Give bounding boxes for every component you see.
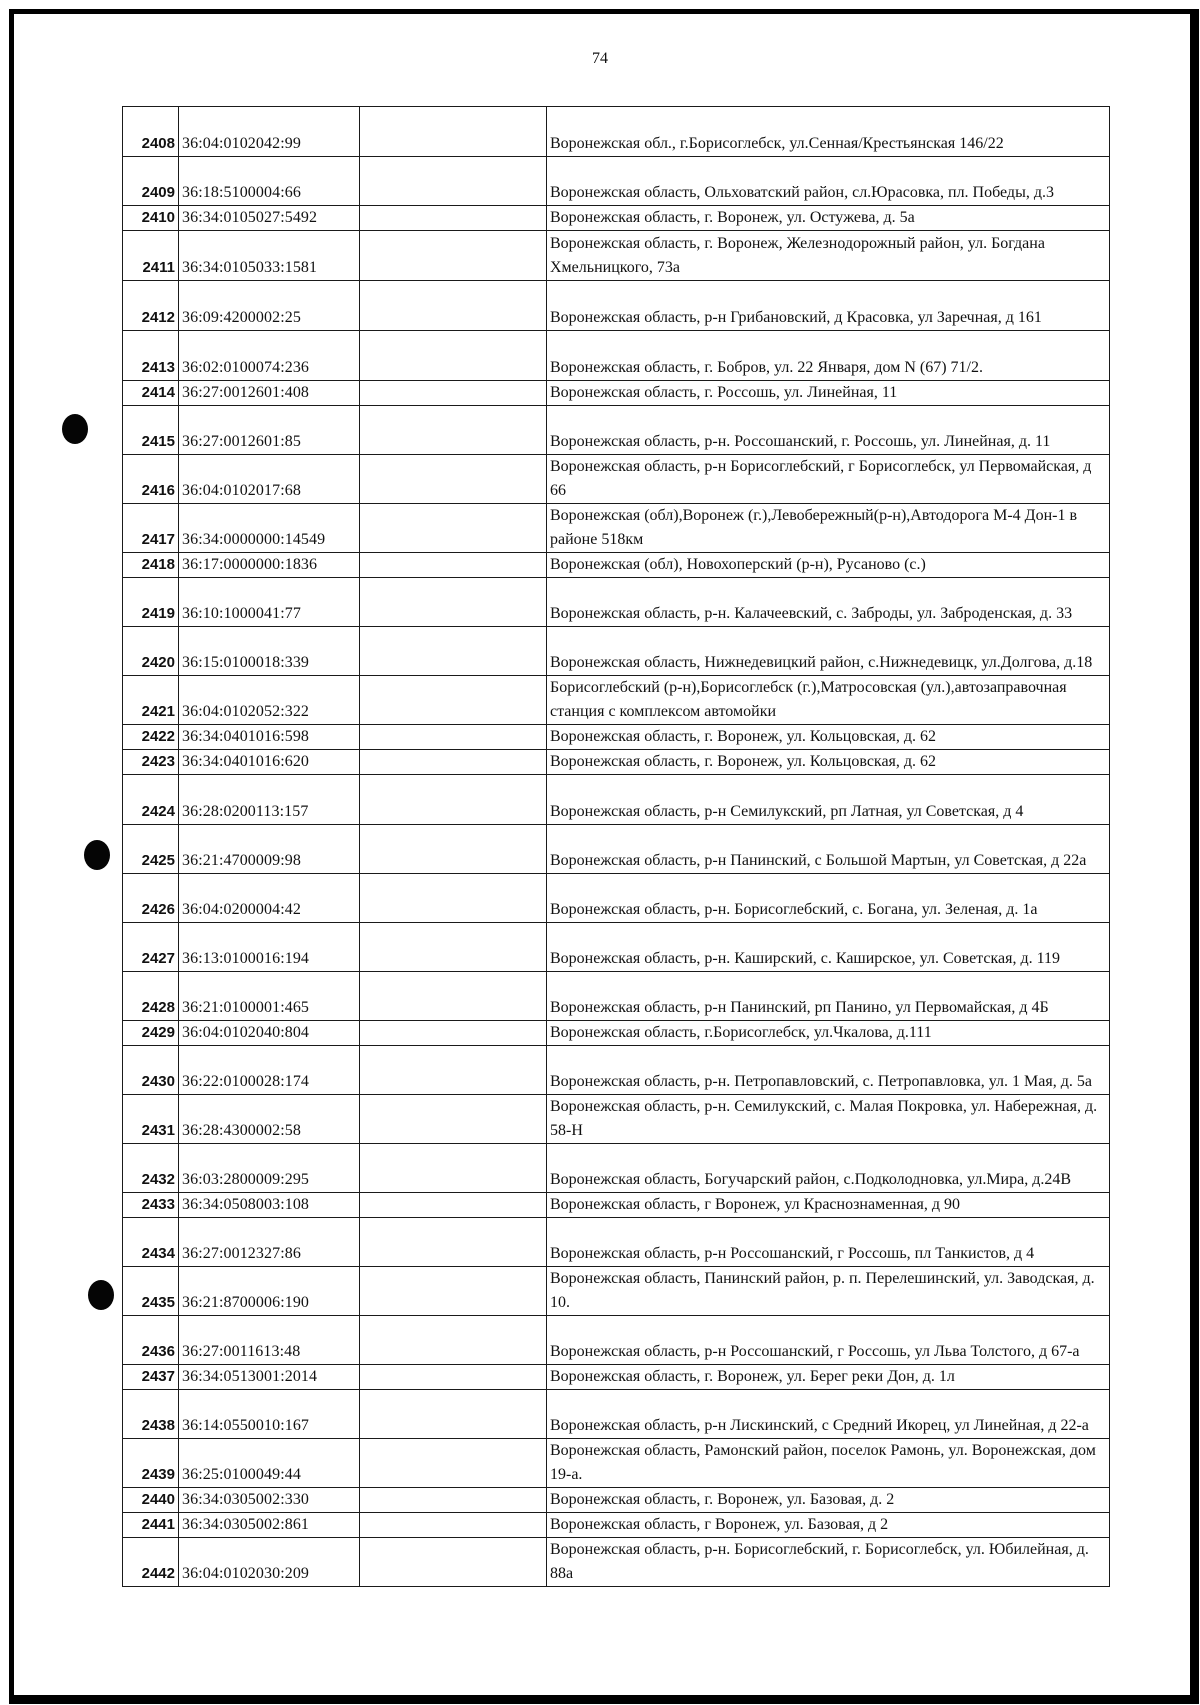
cadastral-number: 36:21:8700006:190: [179, 1267, 360, 1316]
empty-cell: [360, 1095, 547, 1144]
cadastral-number: 36:34:0513001:2014: [179, 1365, 360, 1390]
address-text: Воронежская область, р-н. Россошанский, г. Россошь, ул. Линейная, д. 11: [550, 433, 1051, 450]
address-cell: [547, 1267, 1110, 1316]
punch-hole-mark: [62, 414, 88, 444]
row-number: 2417: [123, 504, 179, 553]
cadastral-number: 36:02:0100074:236: [179, 331, 360, 381]
address-text: Воронежская область, Нижнедевицкий район, с.Нижнедевицк, ул.Долгова, д.18: [550, 654, 1093, 671]
table-row: [123, 874, 1110, 923]
table-row: [123, 972, 1110, 1021]
address-text: Воронежская область, р-н. Каширский, с. Каширское, ул. Советская, д. 119: [550, 950, 1060, 967]
empty-cell: [360, 231, 547, 281]
address-text: Воронежская область, г. Воронеж, Железнодорожный район, ул. Богдана Хмельницкого, 73а: [550, 235, 1045, 276]
address-cell: [547, 578, 1110, 627]
table-row: [123, 281, 1110, 331]
address-cell: [547, 331, 1110, 381]
address-text: Воронежская область, г. Воронеж, ул. Кольцовская, д. 62: [550, 728, 937, 745]
cadastral-number: 36:34:0401016:598: [179, 725, 360, 750]
table-row: [123, 676, 1110, 725]
table-row: [123, 381, 1110, 406]
address-text: Воронежская область, р-н. Борисоглебский, с. Богана, ул. Зеленая, д. 1а: [550, 901, 1038, 918]
empty-cell: [360, 1439, 547, 1488]
address-cell: [547, 972, 1110, 1021]
row-number: 2441: [123, 1513, 179, 1538]
cadastral-number: 36:04:0102052:322: [179, 676, 360, 725]
address-text: Воронежская область, Панинский район, р. п. Перелешинский, ул. Заводская, д. 10.: [550, 1270, 1095, 1311]
address-text: Воронежская область, р-н. Калачеевский, с. Заброды, ул. Заброденская, д. 33: [550, 605, 1073, 622]
cadastral-number: 36:17:0000000:1836: [179, 553, 360, 578]
address-text: Воронежская область, р-н. Борисоглебский, г. Борисоглебск, ул. Юбилейная, д. 88а: [550, 1541, 1089, 1582]
row-number: 2434: [123, 1218, 179, 1267]
table-row: [123, 553, 1110, 578]
address-cell: [547, 1316, 1110, 1365]
table-row: [123, 750, 1110, 775]
row-number: 2436: [123, 1316, 179, 1365]
punch-hole-mark: [88, 1280, 114, 1310]
address-cell: [547, 775, 1110, 825]
cadastral-number: 36:03:2800009:295: [179, 1144, 360, 1193]
empty-cell: [360, 725, 547, 750]
row-number: 2411: [123, 231, 179, 281]
table-row: [123, 578, 1110, 627]
row-number: 2423: [123, 750, 179, 775]
empty-cell: [360, 107, 547, 157]
address-text: Воронежская область, г. Россошь, ул. Линейная, 11: [550, 384, 898, 401]
cadastral-number: 36:34:0401016:620: [179, 750, 360, 775]
row-number: 2414: [123, 381, 179, 406]
address-cell: [547, 231, 1110, 281]
address-cell: [547, 455, 1110, 504]
cadastral-number: 36:13:0100016:194: [179, 923, 360, 972]
row-number: 2421: [123, 676, 179, 725]
row-number: 2413: [123, 331, 179, 381]
address-text: Воронежская область, р-н Семилукский, рп Латная, ул Советская, д 4: [550, 803, 1024, 820]
row-number: 2438: [123, 1390, 179, 1439]
address-cell: [547, 1365, 1110, 1390]
address-text: Воронежская область, р-н Грибановский, д Красовка, ул Заречная, д 161: [550, 309, 1042, 326]
table-row: [123, 1439, 1110, 1488]
address-text: Воронежская область, р-н Лискинский, с Средний Икорец, ул Линейная, д 22-а: [550, 1417, 1089, 1434]
row-number: 2419: [123, 578, 179, 627]
empty-cell: [360, 1144, 547, 1193]
empty-cell: [360, 874, 547, 923]
table-row: [123, 1021, 1110, 1046]
cadastral-number: 36:28:0200113:157: [179, 775, 360, 825]
cadastral-number: 36:28:4300002:58: [179, 1095, 360, 1144]
empty-cell: [360, 331, 547, 381]
empty-cell: [360, 1513, 547, 1538]
address-cell: [547, 923, 1110, 972]
table-row: [123, 406, 1110, 455]
cadastral-number: 36:04:0102030:209: [179, 1538, 360, 1587]
row-number: 2426: [123, 874, 179, 923]
empty-cell: [360, 1538, 547, 1587]
address-text: Воронежская область, г Воронеж, ул. Базовая, д 2: [550, 1516, 889, 1533]
row-number: 2424: [123, 775, 179, 825]
punch-hole-mark: [84, 840, 110, 870]
address-cell: [547, 206, 1110, 231]
table-row: [123, 206, 1110, 231]
cadastral-number: 36:21:0100001:465: [179, 972, 360, 1021]
table-row: [123, 1218, 1110, 1267]
table-row: [123, 725, 1110, 750]
address-cell: [547, 1218, 1110, 1267]
row-number: 2439: [123, 1439, 179, 1488]
empty-cell: [360, 381, 547, 406]
address-cell: [547, 1095, 1110, 1144]
address-cell: [547, 1538, 1110, 1587]
cadastral-number: 36:15:0100018:339: [179, 627, 360, 676]
empty-cell: [360, 455, 547, 504]
table-row: [123, 825, 1110, 874]
empty-cell: [360, 206, 547, 231]
cadastral-number: 36:34:0305002:330: [179, 1488, 360, 1513]
table-row: [123, 1365, 1110, 1390]
table-row: [123, 627, 1110, 676]
cadastral-number: 36:27:0012601:85: [179, 406, 360, 455]
registry-table: [122, 106, 1110, 1587]
row-number: 2425: [123, 825, 179, 874]
address-cell: [547, 725, 1110, 750]
cadastral-number: 36:18:5100004:66: [179, 157, 360, 206]
address-text: Воронежская область, Ольховатский район, сл.Юрасовка, пл. Победы, д.3: [550, 184, 1054, 201]
empty-cell: [360, 1021, 547, 1046]
table-row: [123, 455, 1110, 504]
empty-cell: [360, 504, 547, 553]
address-cell: [547, 874, 1110, 923]
row-number: 2440: [123, 1488, 179, 1513]
address-cell: [547, 281, 1110, 331]
row-number: 2410: [123, 206, 179, 231]
address-text: Воронежская область, р-н Россошанский, г Россошь, ул Льва Толстого, д 67-а: [550, 1343, 1080, 1360]
cadastral-number: 36:21:4700009:98: [179, 825, 360, 874]
address-cell: [547, 1144, 1110, 1193]
row-number: 2430: [123, 1046, 179, 1095]
address-text: Воронежская область, г. Воронеж, ул. Базовая, д. 2: [550, 1491, 895, 1508]
empty-cell: [360, 750, 547, 775]
cadastral-number: 36:27:0011613:48: [179, 1316, 360, 1365]
address-cell: [547, 825, 1110, 874]
empty-cell: [360, 1193, 547, 1218]
row-number: 2432: [123, 1144, 179, 1193]
cadastral-number: 36:14:0550010:167: [179, 1390, 360, 1439]
row-number: 2420: [123, 627, 179, 676]
address-cell: [547, 553, 1110, 578]
row-number: 2412: [123, 281, 179, 331]
cadastral-number: 36:10:1000041:77: [179, 578, 360, 627]
address-text: Воронежская обл., г.Борисоглебск, ул.Сенная/Крестьянская 146/22: [550, 135, 1004, 152]
address-cell: [547, 1046, 1110, 1095]
row-number: 2427: [123, 923, 179, 972]
empty-cell: [360, 972, 547, 1021]
cadastral-number: 36:34:0000000:14549: [179, 504, 360, 553]
address-cell: [547, 627, 1110, 676]
address-text: Воронежская область, Рамонский район, поселок Рамонь, ул. Воронежская, дом 19-а.: [550, 1442, 1096, 1483]
row-number: 2437: [123, 1365, 179, 1390]
address-cell: [547, 406, 1110, 455]
row-number: 2428: [123, 972, 179, 1021]
row-number: 2431: [123, 1095, 179, 1144]
address-cell: [547, 676, 1110, 725]
cadastral-number: 36:04:0102017:68: [179, 455, 360, 504]
cadastral-number: 36:27:0012601:408: [179, 381, 360, 406]
address-cell: [547, 1193, 1110, 1218]
address-text: Воронежская область, р-н Борисоглебский, г Борисоглебск, ул Первомайская, д 66: [550, 458, 1092, 499]
empty-cell: [360, 578, 547, 627]
row-number: 2416: [123, 455, 179, 504]
cadastral-number: 36:09:4200002:25: [179, 281, 360, 331]
table-row: [123, 1538, 1110, 1587]
address-cell: [547, 157, 1110, 206]
address-cell: [547, 1488, 1110, 1513]
empty-cell: [360, 1267, 547, 1316]
row-number: 2442: [123, 1538, 179, 1587]
table-row: [123, 1488, 1110, 1513]
address-text: Воронежская область, р-н. Семилукский, с. Малая Покровка, ул. Набережная, д. 58-Н: [550, 1098, 1098, 1139]
address-text: Воронежская область, г. Воронеж, ул. Берег реки Дон, д. 1л: [550, 1368, 955, 1385]
table-row: [123, 923, 1110, 972]
table-row: [123, 504, 1110, 553]
address-cell: [547, 504, 1110, 553]
table-row: [123, 1095, 1110, 1144]
table-row: [123, 1316, 1110, 1365]
table-row: [123, 1193, 1110, 1218]
address-text: Воронежская область, г. Воронеж, ул. Кольцовская, д. 62: [550, 753, 937, 770]
address-text: Воронежская область, р-н Панинский, рп Панино, ул Первомайская, д 4Б: [550, 999, 1049, 1016]
row-number: 2415: [123, 406, 179, 455]
empty-cell: [360, 775, 547, 825]
empty-cell: [360, 157, 547, 206]
address-text: Воронежская область, г. Бобров, ул. 22 Января, дом N (67) 71/2.: [550, 359, 983, 376]
cadastral-number: 36:25:0100049:44: [179, 1439, 360, 1488]
empty-cell: [360, 923, 547, 972]
cadastral-number: 36:34:0508003:108: [179, 1193, 360, 1218]
empty-cell: [360, 281, 547, 331]
address-text: Воронежская область, г. Воронеж, ул. Остужева, д. 5а: [550, 209, 915, 226]
table-row: [123, 107, 1110, 157]
row-number: 2429: [123, 1021, 179, 1046]
cadastral-number: 36:04:0102040:804: [179, 1021, 360, 1046]
address-cell: [547, 1021, 1110, 1046]
address-cell: [547, 107, 1110, 157]
page-number: 74: [592, 50, 608, 67]
empty-cell: [360, 825, 547, 874]
address-cell: [547, 1390, 1110, 1439]
row-number: 2408: [123, 107, 179, 157]
cadastral-number: 36:34:0305002:861: [179, 1513, 360, 1538]
address-text: Воронежская область, р-н. Петропавловский, с. Петропавловка, ул. 1 Мая, д. 5а: [550, 1073, 1092, 1090]
cadastral-number: 36:34:0105027:5492: [179, 206, 360, 231]
address-text: Борисоглебский (р-н),Борисоглебск (г.),Матросовская (ул.),автозаправочная станция с комплексом автомойки: [550, 679, 1067, 720]
cadastral-number: 36:27:0012327:86: [179, 1218, 360, 1267]
empty-cell: [360, 1488, 547, 1513]
empty-cell: [360, 406, 547, 455]
row-number: 2435: [123, 1267, 179, 1316]
address-text: Воронежская (обл), Новохоперский (р-н), Русаново (с.): [550, 556, 926, 573]
table-row: [123, 1144, 1110, 1193]
empty-cell: [360, 676, 547, 725]
empty-cell: [360, 1390, 547, 1439]
address-text: Воронежская область, г Воронеж, ул Краснознаменная, д 90: [550, 1196, 961, 1213]
cadastral-number: 36:22:0100028:174: [179, 1046, 360, 1095]
address-cell: [547, 381, 1110, 406]
table-row: [123, 1267, 1110, 1316]
address-text: Воронежская область, р-н Россошанский, г Россошь, пл Танкистов, д 4: [550, 1245, 1035, 1262]
table-row: [123, 775, 1110, 825]
address-text: Воронежская (обл),Воронеж (г.),Левобережный(р-н),Автодорога М-4 Дон-1 в районе 518км: [550, 507, 1078, 548]
empty-cell: [360, 553, 547, 578]
table-row: [123, 1046, 1110, 1095]
address-text: Воронежская область, Богучарский район, с.Подколодновка, ул.Мира, д.24В: [550, 1171, 1072, 1188]
table-row: [123, 331, 1110, 381]
registry-table-body: [123, 107, 1110, 1587]
row-number: 2409: [123, 157, 179, 206]
cadastral-number: 36:04:0102042:99: [179, 107, 360, 157]
table-row: [123, 157, 1110, 206]
empty-cell: [360, 1316, 547, 1365]
empty-cell: [360, 1218, 547, 1267]
empty-cell: [360, 1046, 547, 1095]
row-number: 2418: [123, 553, 179, 578]
row-number: 2422: [123, 725, 179, 750]
address-cell: [547, 1513, 1110, 1538]
table-row: [123, 1513, 1110, 1538]
table-row: [123, 1390, 1110, 1439]
address-text: Воронежская область, г.Борисоглебск, ул.Чкалова, д.111: [550, 1024, 932, 1041]
empty-cell: [360, 1365, 547, 1390]
row-number: 2433: [123, 1193, 179, 1218]
address-cell: [547, 1439, 1110, 1488]
address-cell: [547, 750, 1110, 775]
cadastral-number: 36:34:0105033:1581: [179, 231, 360, 281]
address-text: Воронежская область, р-н Панинский, с Большой Мартын, ул Советская, д 22а: [550, 852, 1087, 869]
cadastral-number: 36:04:0200004:42: [179, 874, 360, 923]
table-row: [123, 231, 1110, 281]
empty-cell: [360, 627, 547, 676]
